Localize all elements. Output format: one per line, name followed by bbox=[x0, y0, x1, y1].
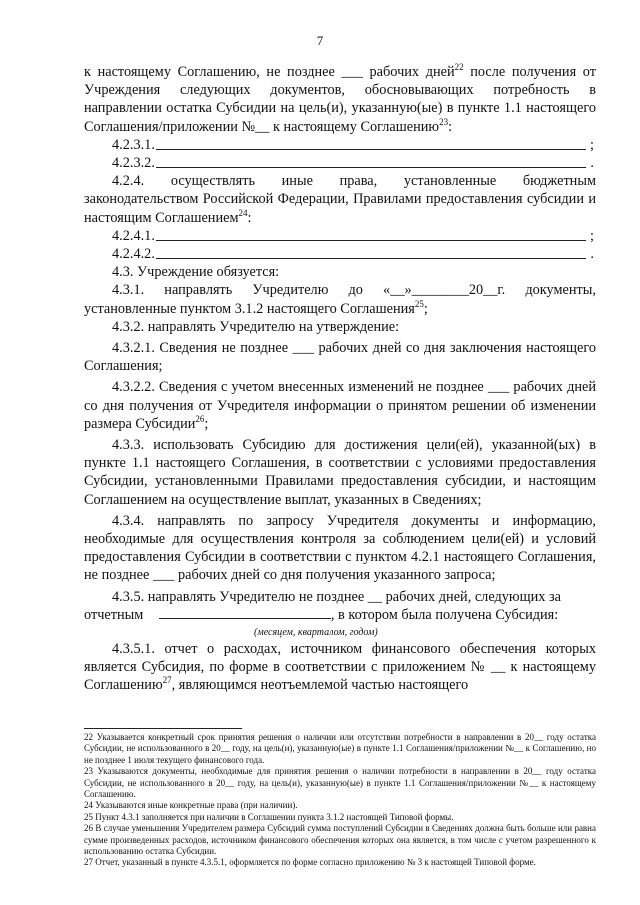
paragraph-4-3-1 bbox=[84, 281, 596, 317]
paragraph-4-3-2-1: 4.3.2.1. Сведения не позднее ___ рабочих дней со дня заключения настоящего Соглашения; bbox=[84, 339, 596, 375]
paragraph-4-3-4: 4.3.4. направлять по запросу Учредителя документы и информацию, необходимые для осуществления контроля за соблюдением цели(ей) и условий предоставления Субсидии в соответствии с пунктом 4.2.1 настоящего Соглашения, не позднее ___ рабочих дней со дня получения указанного запроса; bbox=[84, 512, 596, 584]
item-text: 4.2.4. осуществлять иные права, установленные бюджетным законодательством Российской Федерации, Правилами предоставления субсидии и настоящим Соглашением bbox=[84, 173, 596, 226]
item-number: 4.2.3.2. bbox=[112, 155, 155, 171]
item-text-tail: , являющимся неотъемлемой частью настоящего bbox=[171, 677, 469, 694]
page-number: 7 bbox=[316, 33, 324, 48]
paragraph-4-3-5-1 bbox=[84, 640, 596, 695]
paragraph-4-2-4 bbox=[84, 172, 596, 227]
item-number: 4.2.3.1. bbox=[112, 136, 155, 153]
paragraph-intro bbox=[84, 63, 596, 136]
footnote-27: 27 Отчет, указанный в пункте 4.3.5.1, оформляется по форме согласно приложению № 3 к настоящей Типовой форме. bbox=[84, 857, 536, 868]
footnote-ref-24: 24 bbox=[238, 207, 248, 218]
item-4-2-4-1 bbox=[84, 227, 596, 245]
item-text: 4.3.1. направлять Учредителю до «__»________20__г. документы, установленные пунктом 3.1.2 настоящего Соглашения bbox=[84, 282, 596, 317]
item-number: 4.2.4.2. bbox=[112, 245, 155, 262]
item-number: 4.2.4.1. bbox=[112, 227, 155, 244]
item-text: 4.3.5.1. отчет о расходах, источником финансового обеспечения которых является Субсидия, по форме в соответствии с приложением № __ к настоящему Соглашению bbox=[84, 640, 596, 694]
footnote-26: 26 В случае уменьшения Учредителем размера Субсидий сумма поступлений Субсидии в Сведениях должна быть больше или равна сумме произведенных расходов, источником финансового обеспечения которых она является, в том числе с учетом разрешенного к использованию остатка Субсидии. bbox=[84, 823, 596, 857]
footnote-23: 23 Указываются документы, необходимые для принятия решения о наличии потребности в направлении в 20__ году остатка Субсидии, не использованного в 20__ году, на цель(и), указанную(ые) в пункте 1.1 Соглашения/приложении №__ к настоящему Соглашению. bbox=[84, 766, 596, 800]
period-fill-line bbox=[159, 608, 331, 619]
line-end-punct: ; bbox=[423, 300, 428, 317]
fill-line bbox=[156, 167, 586, 168]
paragraph-4-3-3: 4.3.3. использовать Субсидию для достижения цели(ей), указанной(ых) в пункте 1.1 настоящего Соглашения, в соответствии с условиями предоставления Субсидии, установленными Правилами предоставления субсидии, и настоящим Соглашением на осуществление выплат, указанных в Сведениях; bbox=[84, 437, 596, 508]
line-end-punct: . bbox=[590, 245, 594, 262]
line-end-punct: . bbox=[590, 155, 594, 171]
footnote-ref-22: 22 bbox=[454, 62, 464, 73]
paragraph-4-3: 4.3. Учреждение обязуется: bbox=[112, 264, 280, 281]
footnote-22: 22 Указывается конкретный срок принятия решения о наличии или отсутствии потребности в направлении в 20__ году остатка Субсидии, не использованного в 20__ году, на цель(и), указанную(ые) в пункте 1.1 Соглашения/приложении №__ к Соглашению, но не позднее 1 июля текущего финансового года. bbox=[84, 732, 596, 765]
intro-part-2: после получения от Учреждения следующих документов, обосновывающих потребность в направлении остатка Субсидии на цель(и), указанную(ые) в пункте 1.1 настоящего Соглашения/приложении №__ к настоящему Соглашению bbox=[84, 64, 596, 135]
item-4-2-3-1 bbox=[84, 136, 596, 154]
paragraph-4-3-2-2 bbox=[84, 378, 596, 433]
footnote-25: 25 Пункт 4.3.1 заполняется при наличии в Соглашении пункта 3.1.2 настоящей Типовой формы. bbox=[84, 811, 454, 822]
fill-line bbox=[156, 258, 586, 259]
footnote-separator bbox=[84, 728, 242, 729]
intro-part-3: : bbox=[448, 118, 453, 135]
label-reporting: отчетным bbox=[84, 606, 144, 623]
line-end-punct: : bbox=[247, 209, 252, 226]
item-4-2-4-2 bbox=[84, 245, 596, 263]
fill-line bbox=[156, 149, 586, 150]
line-end-punct: ; bbox=[590, 136, 594, 153]
footnote-ref-27: 27 bbox=[162, 675, 172, 686]
footnote-ref-23: 23 bbox=[439, 116, 449, 127]
reporting-period-line bbox=[84, 606, 596, 640]
intro-part-1: к настоящему Соглашению, не позднее ___ рабочих дней bbox=[84, 64, 455, 80]
line-end-punct: ; bbox=[204, 415, 209, 432]
item-text: 4.3.2.2. Сведения с учетом внесенных изменений не позднее ___ рабочих дней со дня получения от Учредителя информации о принятом решении об изменении размера Субсидии bbox=[84, 379, 596, 432]
line-end-punct: ; bbox=[590, 227, 594, 244]
footnote-24: 24 Указываются иные конкретные права (при наличии). bbox=[84, 800, 298, 811]
paragraph-4-3-5: 4.3.5. направлять Учредителю не позднее __ рабочих дней, следующих за bbox=[112, 588, 561, 605]
period-tail: , в котором была получена Субсидия: bbox=[330, 606, 559, 623]
footnote-ref-26: 26 bbox=[195, 414, 205, 425]
footnote-ref-25: 25 bbox=[414, 298, 424, 309]
document-body bbox=[84, 63, 596, 694]
paragraph-4-3-2: 4.3.2. направлять Учредителю на утверждение: bbox=[112, 318, 400, 335]
item-4-2-3-2 bbox=[84, 154, 596, 172]
fill-line bbox=[156, 240, 586, 241]
footnotes bbox=[84, 732, 596, 869]
period-hint: (месяцем, кварталом, годом) bbox=[254, 626, 378, 638]
